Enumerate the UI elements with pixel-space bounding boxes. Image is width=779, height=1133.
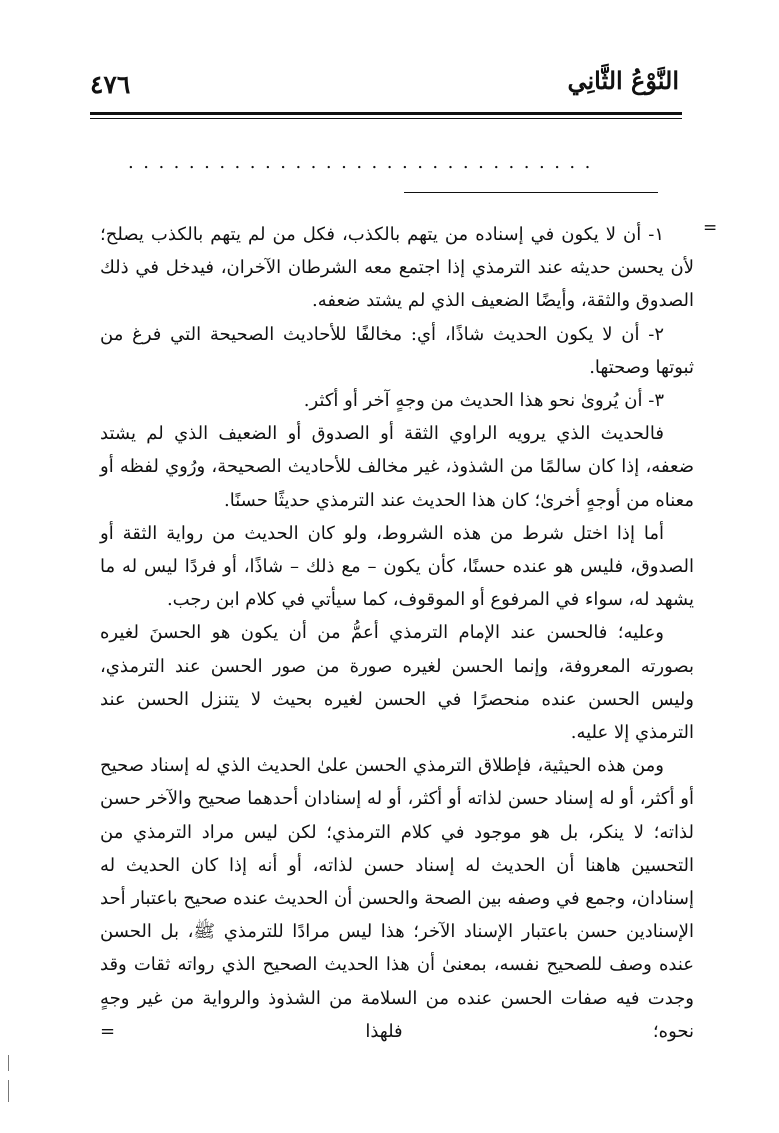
header-rule-thick — [90, 112, 682, 115]
scan-edge-mark — [8, 1055, 9, 1071]
header-rule-thin — [90, 118, 682, 119]
footnote-paragraph-summary: فالحديث الذي يرويه الراوي الثقة أو الصدوق أو الضعيف الذي لم يشتد ضعفه، إذا كان سالمًا من الشذوذ، غير مخالف للأحاديث الصحيحة، ورُوي لفظه أو معناه من أوجهٍ أخرىٰ؛ كان هذا الحديث عند الترمذي حديثًا حسنًا. — [100, 423, 694, 511]
continuation-mark: = — [703, 218, 718, 238]
omission-dots: ............................... — [128, 152, 600, 173]
footnote-paragraph-condition-2: ٢- أن لا يكون الحديث شاذًا، أي: مخالفًا للأحاديث الصحيحة التي فرغ من ثبوتها وصحتها. — [100, 323, 694, 378]
page-number: ٤٧٦ — [90, 70, 131, 99]
footnote-paragraph-condition-3: ٣- أن يُروىٰ نحو هذا الحديث من وجهٍ آخر أو أكثر. — [303, 390, 664, 412]
running-title: النَّوْعُ الثَّانِي — [567, 66, 679, 95]
page-header — [90, 66, 679, 110]
footnote-paragraph-exception: أما إذا اختل شرط من هذه الشروط، ولو كان الحديث من رواية الثقة أو الصدوق، فليس هو عنده حسنًا، كأن يكون – مع ذلك – شاذًا، أو فردًا ليس له ما يشهد له، سواء في المرفوع أو الموقوف، كما سيأتي في كلام ابن رجب. — [100, 522, 694, 611]
footnote-text — [100, 218, 694, 1048]
footnote-paragraph-haythiyya: ومن هذه الحيثية، فإطلاق الترمذي الحسن علىٰ الحديث الذي له إسناد صحيح أو أكثر، أو له إسناد حسن لذاته أو أكثر، أو له إسنادان أحدهما صحيح والآخر حسن لذاته؛ لا ينكر، بل هو موجود في كلام الترمذي؛ لكن ليس مراد الترمذي من التحسين هاهنا أن الحديث له إسناد حسن لذاته، أو أنه إذا كان الحديث له إسنادان، وجمع في وصفه بين الصحة والحسن أن الحديث عنده صحيح باعتبار أحد الإسنادين حسن باعتبار الإسناد الآخر؛ هذا ليس مرادًا للترمذي ﷺ، بل الحسن عنده وصف للصحيح نفسه، بمعنىٰ أن هذا الحديث الصحيح الذي رواته ثقات وقد وجدت فيه صفات الحسن عنده من السلامة من الشذوذ والرواية من غير وجهٍ نحوه؛ فلهذا = — [100, 755, 694, 1042]
footnote-paragraph-condition-1: ١- أن لا يكون في إسناده من يتهم بالكذب، فكل من لم يتهم بالكذب يصلح؛ لأن يحسن حديثه عند الترمذي إذا اجتمع معه الشرطان الآخران، فيدخل في ذلك الصدوق والثقة، وأيضًا الضعيف الذي لم يشتد ضعفه. — [100, 224, 694, 312]
footnote-separator — [404, 192, 658, 193]
scan-edge-mark — [8, 1080, 9, 1102]
footnote-paragraph-hasan-general: وعليه؛ فالحسن عند الإمام الترمذي أعمُّ من أن يكون هو الحسنَ لغيره بصورته المعروفة، وإنما الحسن لغيره صورة من صور الحسن عند الترمذي، وليس الحسن عنده منحصرًا في الحسن لغيره بحيث لا يتنزل الحسن عند الترمذي إلا عليه. — [100, 622, 694, 744]
